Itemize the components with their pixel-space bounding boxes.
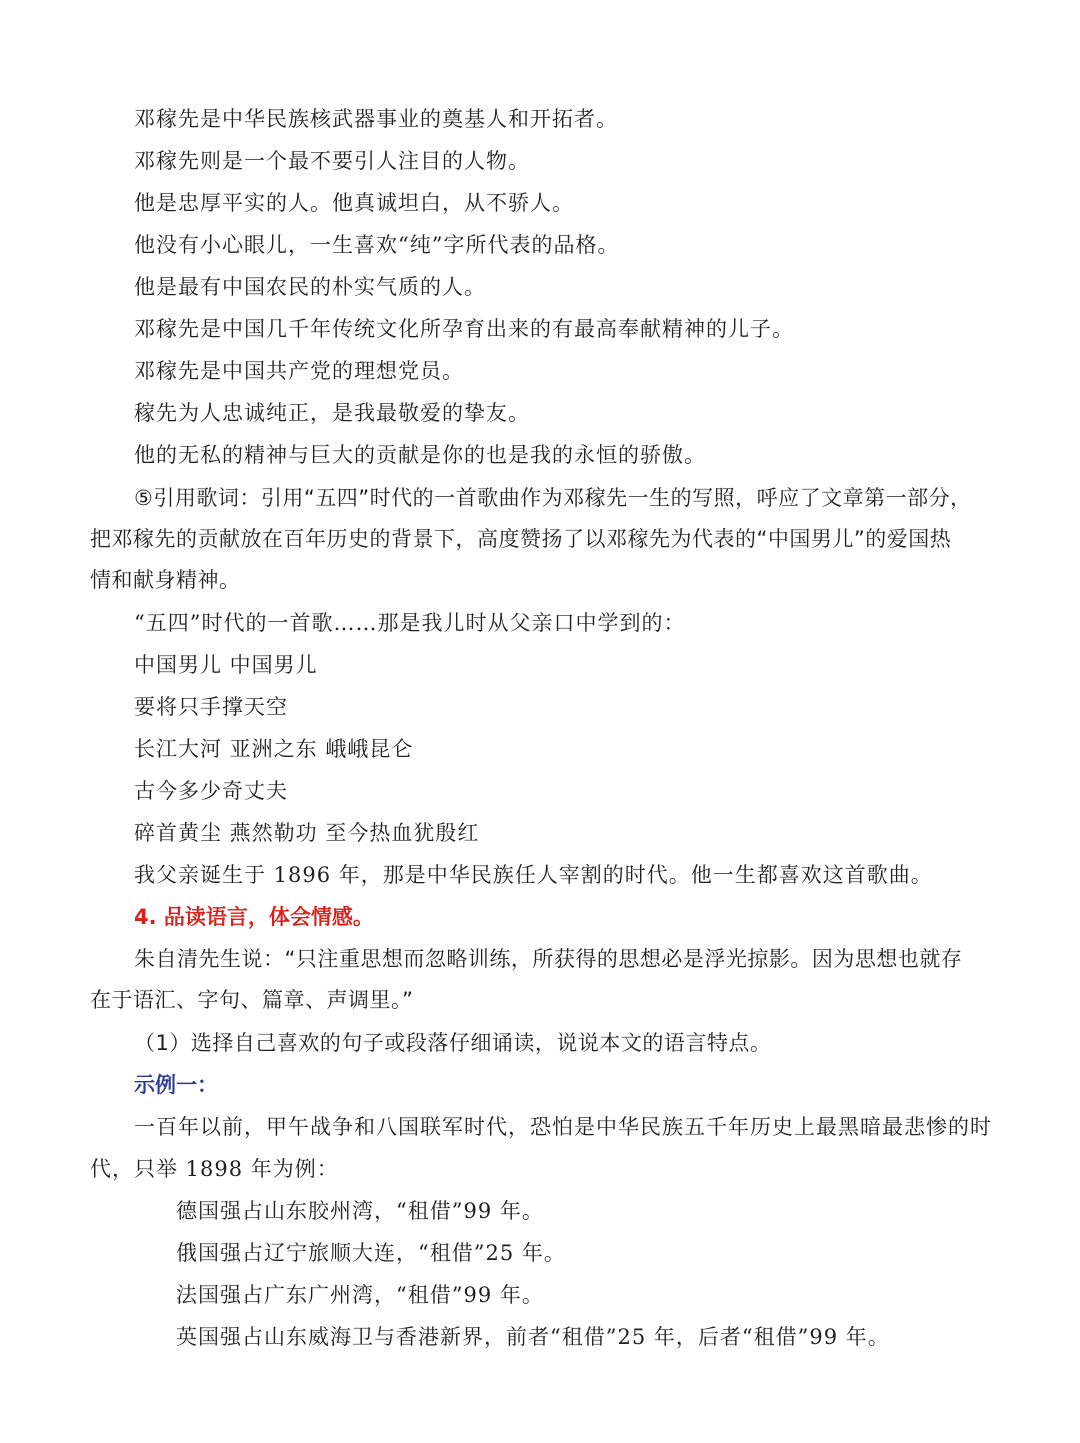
task-question: （1）选择自己喜欢的句子或段落仔细诵读，说说本文的语言特点。 (134, 1031, 772, 1055)
text-line: 邓稼先是中国共产党的理想党员。 (134, 359, 464, 383)
song-line: 长江大河 亚洲之东 峨峨昆仑 (134, 737, 414, 761)
paragraph-line: 把邓稼先的贡献放在百年历史的背景下，高度赞扬了以邓稼先为代表的“中国男儿”的爱国热 (90, 527, 952, 551)
example-line: 一百年以前，甲午战争和八国联军时代，恐怕是中华民族五千年历史上最黑暗最悲惨的时 (134, 1115, 992, 1139)
example-label: 示例一： (134, 1073, 218, 1097)
lease-item: 德国强占山东胶州湾，“租借”99 年。 (176, 1199, 544, 1223)
text-line: 他是最有中国农民的朴实气质的人。 (134, 275, 486, 299)
text-line: 他的无私的精神与巨大的贡献是你的也是我的永恒的骄傲。 (134, 443, 706, 467)
song-line: 中国男儿 中国男儿 (134, 653, 318, 677)
text-line: 邓稼先则是一个最不要引人注目的人物。 (134, 149, 530, 173)
lease-item: 法国强占广东广州湾，“租借”99 年。 (176, 1283, 544, 1307)
lease-item: 俄国强占辽宁旅顺大连，“租借”25 年。 (176, 1241, 566, 1265)
song-intro: “五四”时代的一首歌……那是我儿时从父亲口中学到的： (134, 611, 686, 635)
lease-item: 英国强占山东威海卫与香港新界，前者“租借”25 年，后者“租借”99 年。 (176, 1325, 890, 1349)
text-line: 他没有小心眼儿，一生喜欢“纯”字所代表的品格。 (134, 233, 620, 257)
paragraph-line: ⑤引用歌词：引用“五四”时代的一首歌曲作为邓稼先一生的写照，呼应了文章第一部分， (134, 486, 972, 510)
text-line: 邓稼先是中国几千年传统文化所孕育出来的有最高奉献精神的儿子。 (134, 317, 794, 341)
text-line: 他是忠厚平实的人。他真诚坦白，从不骄人。 (134, 191, 574, 215)
quote-line: 在于语汇、字句、篇章、声调里。” (90, 988, 414, 1012)
quote-line: 朱自清先生说：“只注重思想而忽略训练，所获得的思想必是浮光掠影。因为思想也就存 (134, 947, 963, 971)
song-line: 古今多少奇丈夫 (134, 779, 288, 803)
song-line: 碎首黄尘 燕然勒功 至今热血犹殷红 (134, 821, 480, 845)
song-line: 要将只手撑天空 (134, 695, 288, 719)
text-line: 邓稼先是中华民族核武器事业的奠基人和开拓者。 (134, 107, 618, 131)
example-line: 代，只举 1898 年为例： (90, 1157, 339, 1181)
section-heading: 4. 品读语言，体会情感。 (134, 905, 374, 929)
song-note: 我父亲诞生于 1896 年，那是中华民族任人宰割的时代。他一生都喜欢这首歌曲。 (134, 863, 933, 887)
text-line: 稼先为人忠诚纯正，是我最敬爱的挚友。 (134, 401, 530, 425)
paragraph-line: 情和献身精神。 (90, 568, 241, 592)
